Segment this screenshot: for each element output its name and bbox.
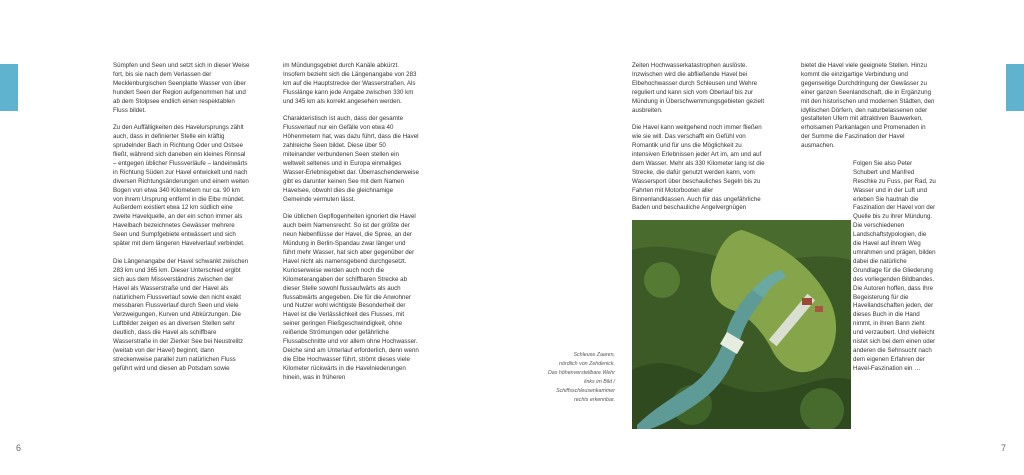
page-number-left: 6 [16,443,22,453]
aerial-photo-lock-zaaren [632,220,851,429]
left-edge-tab [0,64,18,111]
caption-line: links im Bild / [584,379,615,385]
left-page-column-2 [283,62,419,383]
paragraph-text: Folgen Sie also Peter Schubert und Manfred Reschke zu Fuss, per Rad, zu Wasser und in der Luft und erleben Sie hautnah die Faszination der Havel von der Quelle bis zu ihrer Mündung. Die verschiedenen Landschaftstypologien, die die Havel auf ihrem Weg umrahmen und prägen, bilden dabei die natürliche Grundlage für die Gliederung des vorliegenden Bildbandes. Die Autoren hoffen, dass Ihre Begeisterung für die Havellandschaften jeden, der dieses Buch in die Hand nimmt, in ihren Bann zieht und verzaubert. Und vielleicht nistet sich bei dem einen oder anderen die Sehnsucht nach dem eigenen Erfahren der Havel-Faszination ein … [853,159,936,372]
paragraph: bietet die Havel viele geeignete Stellen. Hinzu kommt die einzigartige Verbindung und gegenseitige Durchdringung der Gewässer zu einer ganzen Seenlandschaft, die in Ergänzung mit den historischen und modernen Städten, den idyllischen Dörfern, den naturbelassenen oder gestalteten Ufern mit attraktiven Bauwerken, erholsamen Parkanlagen und Promenaden in der Summe die Faszination der Havel ausmachen. [801,62,935,150]
right-page-column-1 [632,62,768,213]
aerial-photo-illustration [632,220,851,429]
paragraph: Charakteristisch ist auch, dass der gesamte Flussverlauf nur ein Gefälle von etwa 40 Höhenmetern hat, was dazu führt, dass die Havel zahlreiche Seen bildet. Diese über 50 miteinander verbundenen Seen stellen ein weltweit seltenes und in Europa einmaliges Wasser-Erlebnisgebiet dar. Überraschenderweise gibt es darunter keinen See mit dem Namen Havelsee, obwohl dies die gleichnamige Gemeinde vermuten lässt. [283,115,419,203]
paragraph: Die üblichen Gepflogenheiten ignoriert die Havel auch beim Namensrecht: So ist der größte der neun Nebenflüsse der Havel, die Spree, an der Mündung in Berlin-Spandau zwar länger und führt mehr Wasser, hat sich aber gegenüber der Havel nicht als namensgebend durchgesetzt. Kurioserweise werden auch noch die Kilometerangaben der schiffbaren Strecke ab dieser Stelle sowohl flussaufwärts als auch flussabwärts angegeben. Die für die Anwohner und Nutzer wohl wichtigste Besonderheit der Havel ist die Verlässlichkeit des Flusses, mit seiner geringen Fließgeschwindigkeit, ohne reißende Strömungen oder gefährliche Flussabschnitte und vor allem ohne Hochwasser. Deiche sind am Unterlauf erforderlich, denn wenn die Elbe Hochwasser führt, strömt dieses viele Kilometer rückwärts in die Havelniederungen hinein, was in früheren [283,213,419,381]
paragraph: Die Havel kann weitgehend noch immer fließen wie sie will. Das verschafft ein Gefühl von Romantik und für uns die Möglichkeit zu intensiven Erlebnissen jeder Art im, am und auf dem Wasser. Mehr als 330 Kilometer lang ist die Strecke, die dafür genutzt werden kann, vom Wassersport über beschauliches Segeln bis zu Fahrten mit Motorbooten aller Binnenlandklassen. Auch für das ungefährliche Baden und beschauliche Angelvergnügen [632,124,765,212]
left-page-column-1 [113,62,250,374]
paragraph: Zu den Auffälligkeiten des Havelursprungs zählt auch, dass in definierter Stelle ein kräftig sprudelnder Bach in Richtung Oder und Ostsee fließt, während sich daneben ein kleines Rinnsal – entgegen üblicher Flussverläufe – landeinwärts in Richtung Süden zur Havel entwickelt und nach diversen Richtungsänderungen und einem weiten Bogen von etwa 340 Kilometern nur ca. 90 km von ihrem Ursprung entfernt in die Elbe mündet. Außerdem existiert etwa 12 km südlich eine zweite Havelquelle, an der ein schon immer als Havelbach bezeichnetes Gewässer mehrere Seen und Sumpfgebiete entwässert und sich später mit dem längeren Havelverlauf verbindet. [113,124,249,248]
caption-line: Schleuse Zaaren, [573,352,615,358]
caption-line: rechts erkennbar. [573,397,615,403]
caption-line: Schiffsschleusenkammer [556,388,615,394]
paragraph: Die Längenangabe der Havel schwankt zwischen 283 km und 365 km. Dieser Unterschied ergibt sich aus dem Missverständnis zwischen der Havel als Wasserstraße und der Havel als natürlichem Flussverlauf sowie den nicht exakt messbaren Flussverlauf durch Seen und viele Verzweigungen, Kurven und Abkürzungen. Die Luftbilder zeigen es an diversen Stellen sehr deutlich, dass die Havel als schiffbare Wasserstraße in der Zierker See bei Neustrelitz (weitab von der Havel) beginnt, dann streckenweise parallel zum natürlichen Fluss geführt wird und diesen ab Potsdam sowie [113,257,249,372]
caption-line: Das höhenverstellbare Wehr [547,370,615,376]
caption-line: nördlich von Zehdenick. [559,361,615,367]
paragraph: Zeiten Hochwasserkatastrophen auslöste. Inzwischen wird die abfließende Havel bei Elbehochwasser durch Schleusen und Wehre reguliert und kann sich vom Oberlauf bis zur Mündung in Überschwemmungsgebieten gezielt ausbreiten. [632,62,765,114]
paragraph: im Mündungsgebiet durch Kanäle abkürzt. Insofern bezieht sich die Längenangabe von 283 km auf die Hauptstrecke der Wasserstraßen. Als Flusslänge kann jede Angabe zwischen 330 km und 345 km als korrekt angesehen werden. [283,62,417,105]
right-edge-tab [1006,64,1024,111]
paragraph: Sümpfen und Seen und setzt sich in dieser Weise fort, bis sie nach dem Verlassen der Mecklenburgischen Seenplatte Wasser von über hundert Seen der Region aufgenommen hat und ab dem Stolpsee endlich einen respektablen Fluss bildet. [113,62,250,114]
photo-caption [545,351,615,405]
page-number-right: 7 [1001,443,1007,453]
